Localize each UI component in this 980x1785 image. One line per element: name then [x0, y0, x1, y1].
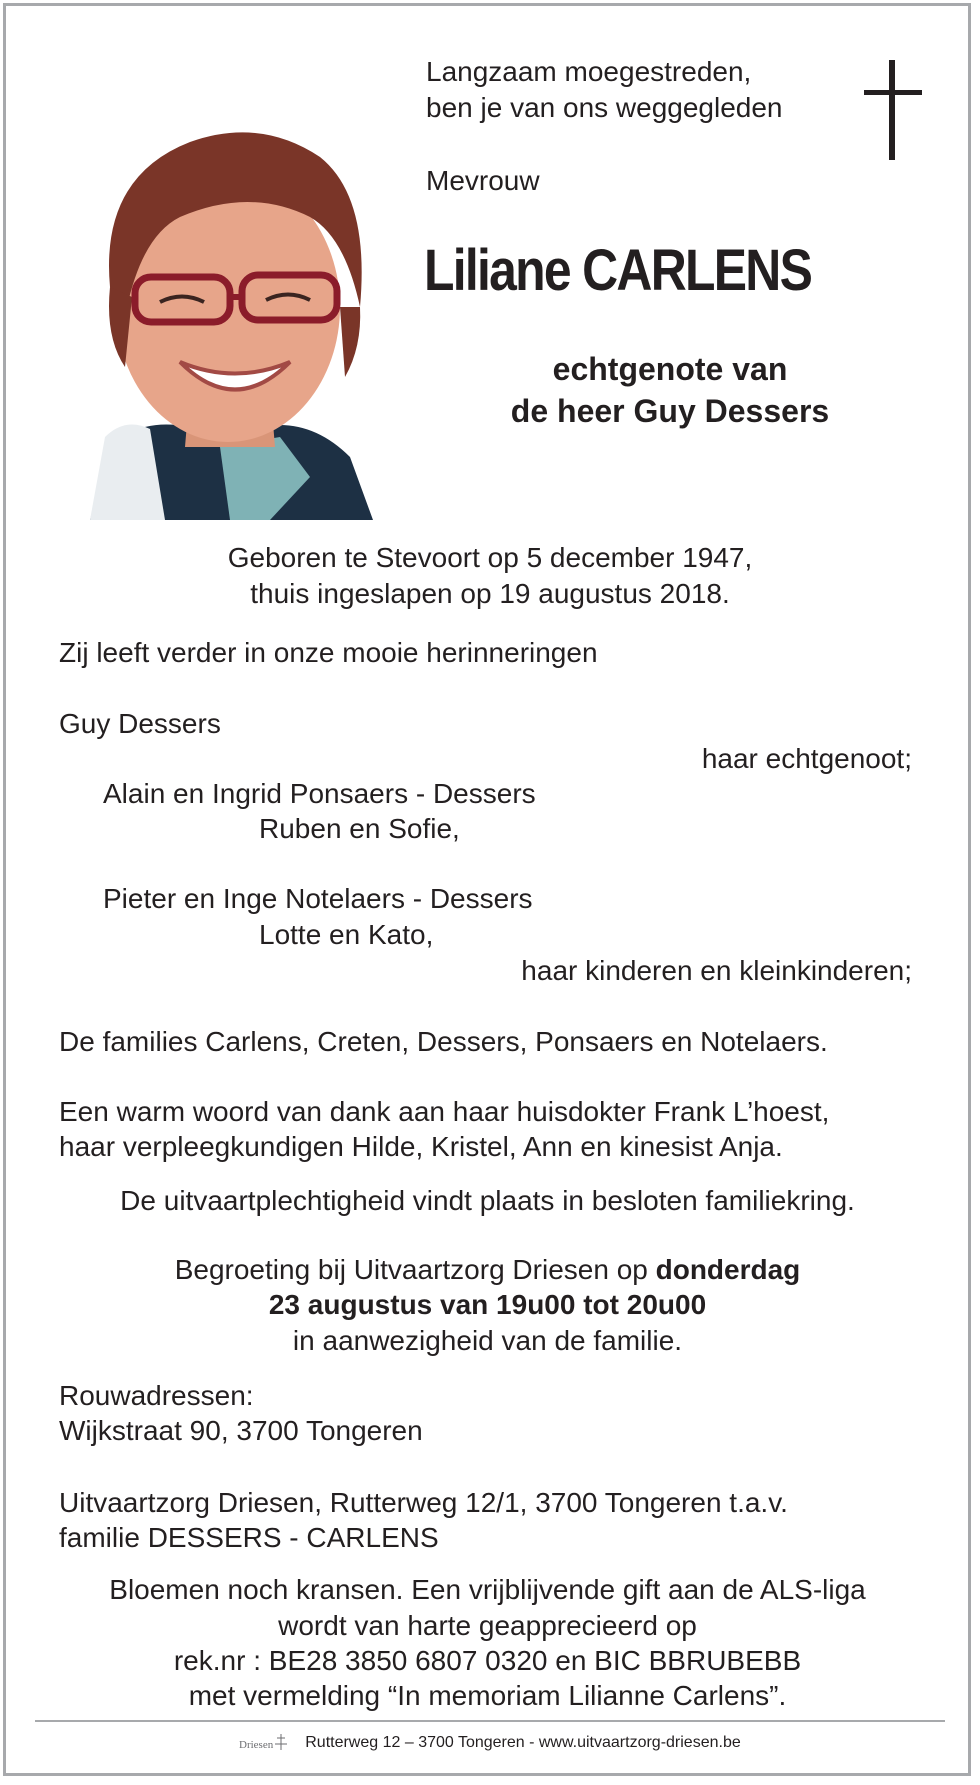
- thanks-line-1: Een warm woord van dank aan haar huisdokter Frank L’hoest,: [59, 1096, 830, 1127]
- family-husband: Guy Dessers: [59, 708, 221, 739]
- poem-line-2: ben je van ons weggegleden: [426, 92, 783, 123]
- family-grandchildren-1: Ruben en Sofie,: [259, 813, 460, 844]
- greeting-line-2: 23 augustus van 19u00 tot 20u00: [268, 1289, 707, 1320]
- driesen-logo-text: Driesen: [239, 1739, 274, 1751]
- poem-line-1: Langzaam moegestreden,: [426, 56, 752, 87]
- greeting-line-1: [0, 1252, 975, 1287]
- flowers-line-3: rek.nr : BE28 3850 6807 0320 en BIC BBRUBEBB: [173, 1645, 802, 1676]
- driesen-logo: [239, 1730, 291, 1756]
- spouse-line-2: de heer Guy Dessers: [510, 393, 830, 429]
- born-line: Geboren te Stevoort op 5 december 1947,: [227, 542, 753, 573]
- flowers-line-2: wordt van harte geapprecieerd op: [278, 1610, 697, 1641]
- address-1: Wijkstraat 90, 3700 Tongeren: [59, 1415, 423, 1446]
- memory-line: Zij leeft verder in onze mooie herinneringen: [59, 637, 598, 668]
- families-line: De families Carlens, Creten, Dessers, Ponsaers en Notelaers.: [59, 1026, 828, 1057]
- family-grandchildren-2: Lotte en Kato,: [259, 919, 434, 950]
- spouse-line-1: echtgenote van: [552, 351, 788, 387]
- cross-icon: [864, 60, 922, 160]
- address-2-line-1: Uitvaartzorg Driesen, Rutterweg 12/1, 3700 Tongeren t.a.v.: [59, 1487, 788, 1518]
- footer-text: Rutterweg 12 – 3700 Tongeren - www.uitvaartzorg-driesen.be: [305, 1734, 741, 1752]
- address-2-line-2: familie DESSERS - CARLENS: [59, 1522, 439, 1553]
- thanks-line-2: haar verpleegkundigen Hilde, Kristel, Ann en kinesist Anja.: [59, 1131, 783, 1162]
- deceased-name: Liliane CARLENS: [424, 238, 812, 303]
- flowers-line-4: met vermelding “In memoriam Lilianne Carlens”.: [188, 1680, 787, 1711]
- family-husband-role: haar echtgenoot;: [701, 743, 912, 774]
- greeting-line-1-bold: donderdag: [655, 1254, 801, 1285]
- died-line: thuis ingeslapen op 19 augustus 2018.: [250, 578, 730, 609]
- ceremony-line: De uitvaartplechtigheid vindt plaats in besloten familiekring.: [120, 1185, 855, 1216]
- flowers-line-1: Bloemen noch kransen. Een vrijblijvende gift aan de ALS-liga: [109, 1574, 866, 1605]
- family-children-role: haar kinderen en kleinkinderen;: [521, 955, 912, 986]
- addresses-label: Rouwadressen:: [59, 1380, 254, 1411]
- family-child-2: Pieter en Inge Notelaers - Dessers: [103, 883, 533, 914]
- footer-divider: [35, 1720, 945, 1722]
- title-prefix: Mevrouw: [426, 165, 540, 196]
- family-child-1: Alain en Ingrid Ponsaers - Dessers: [103, 778, 536, 809]
- footer: [0, 1730, 980, 1756]
- greeting-line-1-normal: Begroeting bij Uitvaartzorg Driesen op: [174, 1254, 656, 1285]
- portrait-photo: [70, 117, 373, 520]
- greeting-line-3: in aanwezigheid van de familie.: [292, 1325, 683, 1356]
